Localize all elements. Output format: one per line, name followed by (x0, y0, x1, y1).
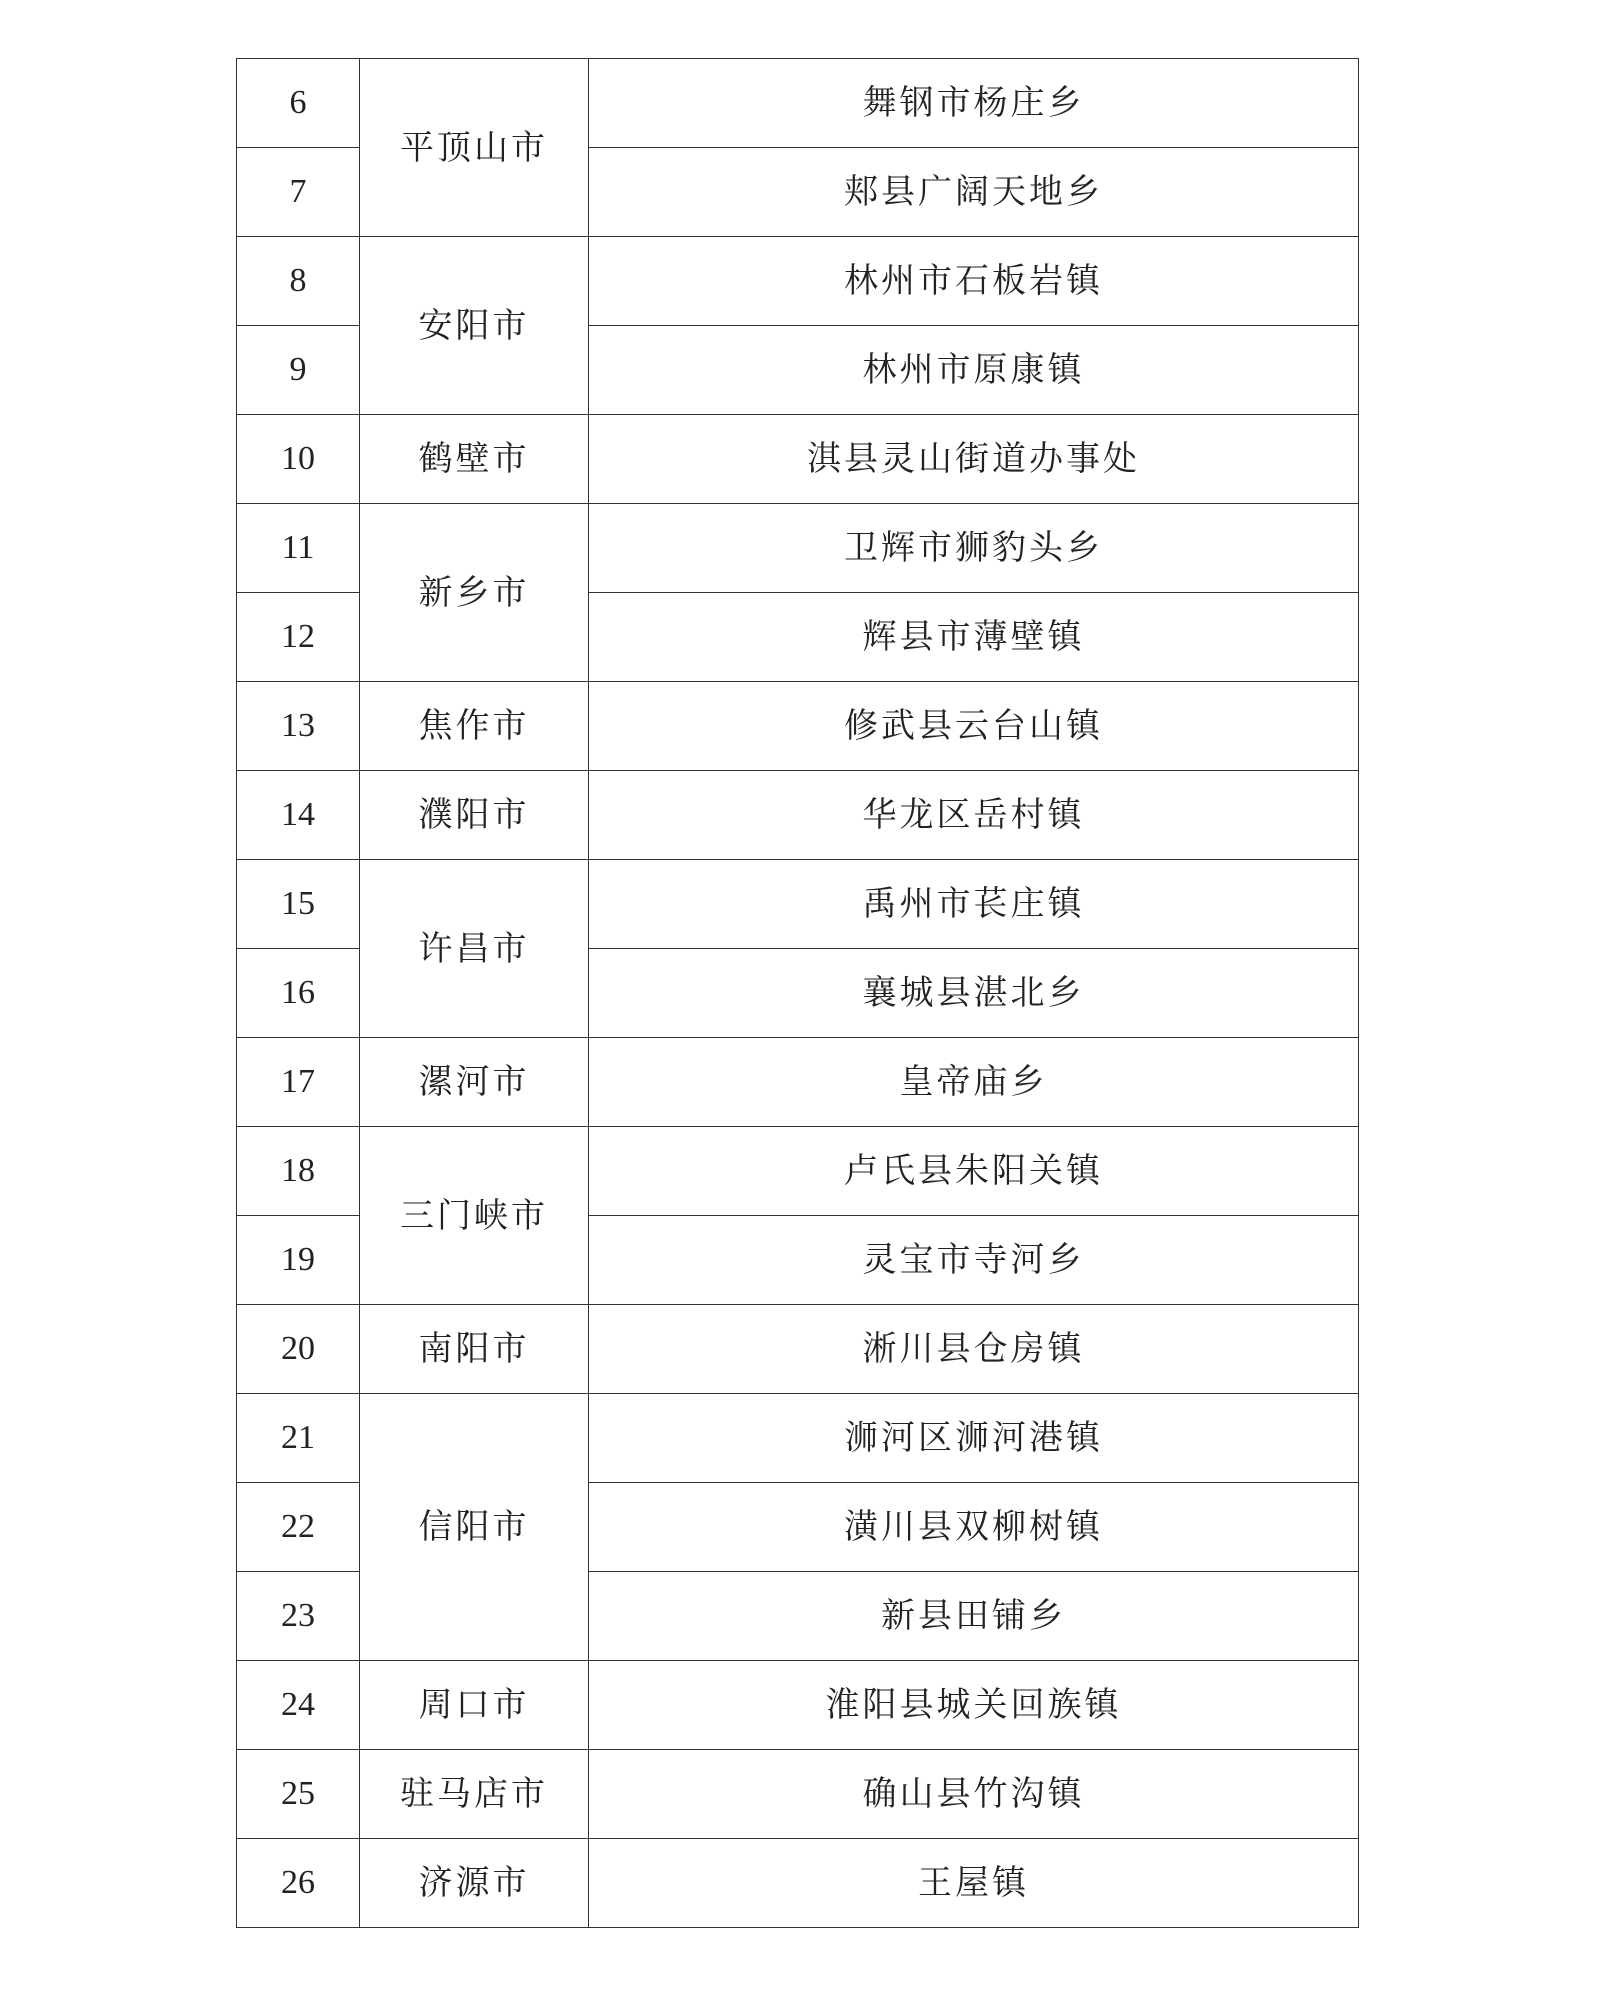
city-name: 安阳市 (360, 237, 589, 415)
table-row (237, 1661, 1359, 1750)
city-name: 驻马店市 (360, 1750, 589, 1839)
city-name: 三门峡市 (360, 1127, 589, 1305)
town-name: 浉河区浉河港镇 (589, 1394, 1359, 1483)
row-number: 10 (237, 415, 360, 504)
row-number: 7 (237, 148, 360, 237)
row-number: 19 (237, 1216, 360, 1305)
town-name: 王屋镇 (589, 1839, 1359, 1928)
row-number: 9 (237, 326, 360, 415)
town-name: 卢氏县朱阳关镇 (589, 1127, 1359, 1216)
city-name: 平顶山市 (360, 59, 589, 237)
table-row (237, 1127, 1359, 1216)
town-name: 淇县灵山街道办事处 (589, 415, 1359, 504)
row-number: 26 (237, 1839, 360, 1928)
town-name: 襄城县湛北乡 (589, 949, 1359, 1038)
row-number: 15 (237, 860, 360, 949)
row-number: 16 (237, 949, 360, 1038)
row-number: 18 (237, 1127, 360, 1216)
town-list-table (236, 58, 1359, 1928)
town-name: 卫辉市狮豹头乡 (589, 504, 1359, 593)
row-number: 25 (237, 1750, 360, 1839)
table-row (237, 771, 1359, 860)
table-row (237, 59, 1359, 148)
town-name: 淅川县仓房镇 (589, 1305, 1359, 1394)
town-name: 新县田铺乡 (589, 1572, 1359, 1661)
row-number: 8 (237, 237, 360, 326)
city-name: 周口市 (360, 1661, 589, 1750)
city-name: 鹤壁市 (360, 415, 589, 504)
table-body (237, 59, 1359, 1928)
row-number: 23 (237, 1572, 360, 1661)
table-row (237, 682, 1359, 771)
row-number: 22 (237, 1483, 360, 1572)
city-name: 焦作市 (360, 682, 589, 771)
town-name: 华龙区岳村镇 (589, 771, 1359, 860)
town-name: 禹州市苌庄镇 (589, 860, 1359, 949)
row-number: 20 (237, 1305, 360, 1394)
town-name: 辉县市薄壁镇 (589, 593, 1359, 682)
table-row (237, 860, 1359, 949)
table-row (237, 1750, 1359, 1839)
town-name: 确山县竹沟镇 (589, 1750, 1359, 1839)
row-number: 11 (237, 504, 360, 593)
row-number: 12 (237, 593, 360, 682)
table-row (237, 504, 1359, 593)
table-row (237, 1394, 1359, 1483)
row-number: 17 (237, 1038, 360, 1127)
table-row (237, 1305, 1359, 1394)
city-name: 许昌市 (360, 860, 589, 1038)
city-name: 濮阳市 (360, 771, 589, 860)
town-name: 郏县广阔天地乡 (589, 148, 1359, 237)
row-number: 6 (237, 59, 360, 148)
town-name: 林州市原康镇 (589, 326, 1359, 415)
city-name: 信阳市 (360, 1394, 589, 1661)
town-name: 灵宝市寺河乡 (589, 1216, 1359, 1305)
table-row (237, 237, 1359, 326)
city-name: 南阳市 (360, 1305, 589, 1394)
city-name: 漯河市 (360, 1038, 589, 1127)
table-row (237, 415, 1359, 504)
row-number: 24 (237, 1661, 360, 1750)
town-name: 修武县云台山镇 (589, 682, 1359, 771)
row-number: 14 (237, 771, 360, 860)
town-name: 皇帝庙乡 (589, 1038, 1359, 1127)
table-row (237, 1038, 1359, 1127)
city-name: 济源市 (360, 1839, 589, 1928)
town-name: 林州市石板岩镇 (589, 237, 1359, 326)
town-name: 淮阳县城关回族镇 (589, 1661, 1359, 1750)
row-number: 21 (237, 1394, 360, 1483)
table-row (237, 1839, 1359, 1928)
town-name: 潢川县双柳树镇 (589, 1483, 1359, 1572)
row-number: 13 (237, 682, 360, 771)
city-name: 新乡市 (360, 504, 589, 682)
town-name: 舞钢市杨庄乡 (589, 59, 1359, 148)
